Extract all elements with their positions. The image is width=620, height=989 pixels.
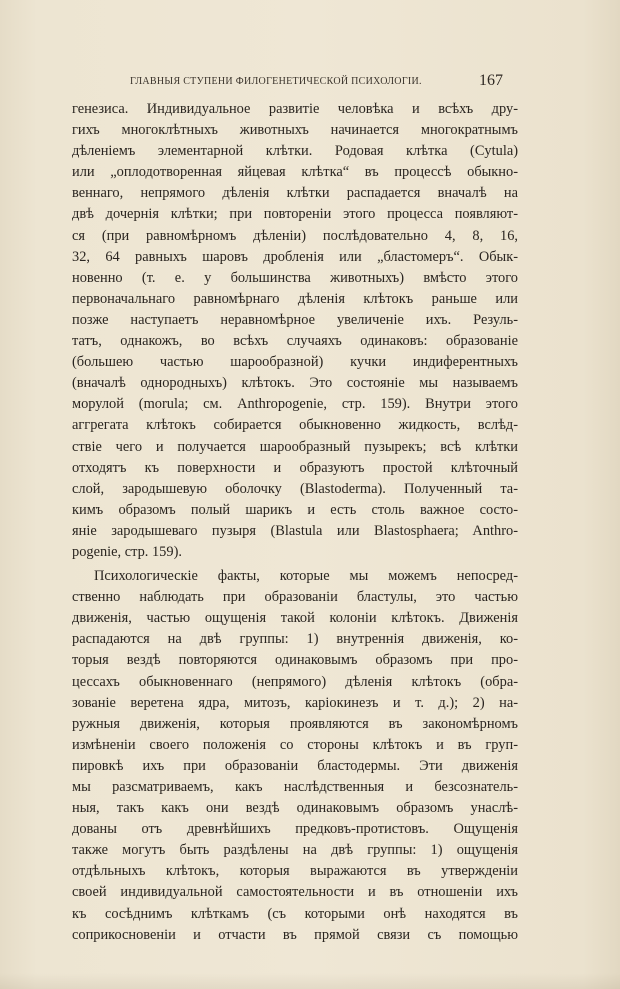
text-line: (большею частью шарообразной) кучки индиферентныхъ bbox=[72, 354, 518, 371]
text-line: торыя вездѣ повторяются одинаковымъ образомъ при про- bbox=[72, 652, 518, 669]
text-line: веннаго, непрямого дѣленія клѣтки распадается вначалѣ на bbox=[72, 185, 518, 202]
text-line: своей индивидуальной самостоятельности и въ отношеніи ихъ bbox=[72, 884, 518, 901]
text-line: двѣ дочернія клѣтки; при повтореніи этого процесса появляют- bbox=[72, 206, 518, 223]
paragraph-2 bbox=[72, 566, 518, 946]
page-edge-shade bbox=[0, 973, 620, 989]
text-line: гихъ многоклѣтныхъ животныхъ начинается многократнымъ bbox=[72, 122, 518, 139]
text-line: Психологическіе факты, которые мы можемъ непосред- bbox=[94, 568, 518, 585]
text-line: также могутъ быть раздѣлены на двѣ группы: 1) ощущенія bbox=[72, 842, 518, 859]
text-line: ружныя движенія, которыя проявляются въ закономѣрномъ bbox=[72, 715, 518, 732]
paragraph-1 bbox=[72, 99, 518, 563]
text-line: pogenie, стр. 159). bbox=[72, 543, 182, 560]
text-line: отдѣльныхъ клѣтокъ, которыя выражаются въ утвержденіи bbox=[72, 863, 518, 880]
text-line: (вначалѣ однородныхъ) клѣтокъ. Это состояніе мы называемъ bbox=[72, 375, 518, 392]
text-line: пировкѣ ихъ при образованіи бластодермы. Эти движенія bbox=[72, 757, 518, 774]
text-line: отходятъ къ поверхности и образуютъ простой клѣточный bbox=[72, 459, 518, 476]
page-number: 167 bbox=[479, 72, 503, 89]
text-line: аггрегата клѣтокъ собирается обыкновенно жидкость, вслѣд- bbox=[72, 417, 518, 434]
text-line: татъ, однакожъ, во всѣхъ случаяхъ одинаковъ: образованіе bbox=[72, 333, 518, 350]
running-head: ГЛАВНЫЯ СТУПЕНИ ФИЛОГЕНЕТИЧЕСКОЙ ПСИХОЛОГІИ. bbox=[130, 76, 422, 87]
text-line: генезиса. Индивидуальное развитіе человѣка и всѣхъ дру- bbox=[72, 101, 518, 117]
text-line: соприкосновеніи и отчасти въ прямой связи съ помощью bbox=[72, 926, 518, 943]
text-line: дѣленіемъ элементарной клѣтки. Родовая клѣтка (Cytula) bbox=[72, 143, 518, 160]
text-line: ственно наблюдать при образованіи бластулы, это частью bbox=[72, 589, 518, 606]
text-line: или „оплодотворенная яйцевая клѣтка“ въ процессѣ обыкно- bbox=[72, 164, 518, 181]
text-line: морулой (morula; см. Anthropogenie, стр. 159). Внутри этого bbox=[72, 396, 518, 413]
text-line: мы разсматриваемъ, какъ наслѣдственныя и безсознатель- bbox=[72, 779, 518, 795]
text-line: ныя, такъ какъ они вездѣ одинаковымъ образомъ унаслѣ- bbox=[72, 800, 518, 817]
text-line: дованы отъ древнѣйшихъ предковъ-протистовъ. Ощущенія bbox=[72, 821, 518, 838]
text-line: цессахъ обыкновеннаго (непрямого) дѣленія клѣтокъ (обра- bbox=[72, 673, 518, 690]
text-line: измѣненіи своего положенія со стороны клѣтокъ и въ груп- bbox=[72, 736, 518, 753]
text-line: первоначальнаго равномѣрнаго дѣленія клѣтокъ раньше или bbox=[72, 290, 518, 307]
text-line: распадаются на двѣ группы: 1) внутреннія движенія, ко- bbox=[72, 631, 518, 648]
text-line: позже наступаетъ неравномѣрное увеличеніе ихъ. Резуль- bbox=[72, 311, 518, 328]
text-line: движенія, частью ощущенія такой колоніи клѣтокъ. Движенія bbox=[72, 610, 518, 627]
text-line: къ сосѣднимъ клѣткамъ (съ которыми онѣ находятся въ bbox=[72, 905, 518, 922]
text-line: слой, зародышевую оболочку (Blastoderma). Полученный та- bbox=[72, 480, 518, 497]
text-line: ствіе чего и получается шарообразный пузырекъ; всѣ клѣтки bbox=[72, 438, 518, 455]
page-header bbox=[0, 72, 620, 94]
text-line: кимъ образомъ полый шарикъ и есть столь важное состо- bbox=[72, 501, 518, 518]
body-text bbox=[72, 99, 518, 946]
text-line: 32, 64 равныхъ шаровъ дробленія или „бластомеръ“. Обык- bbox=[72, 248, 518, 265]
text-line: яніе зародышеваго пузыря (Blastula или Blastosphaera; Anthro- bbox=[72, 522, 518, 539]
text-line: ся (при равномѣрномъ дѣленіи) послѣдовательно 4, 8, 16, bbox=[72, 227, 518, 244]
text-line: зованіе веретена ядра, митозъ, каріокинезъ и т. д.); 2) на- bbox=[72, 694, 518, 711]
text-line: новенно (т. е. у большинства животныхъ) вмѣсто этого bbox=[72, 269, 518, 286]
